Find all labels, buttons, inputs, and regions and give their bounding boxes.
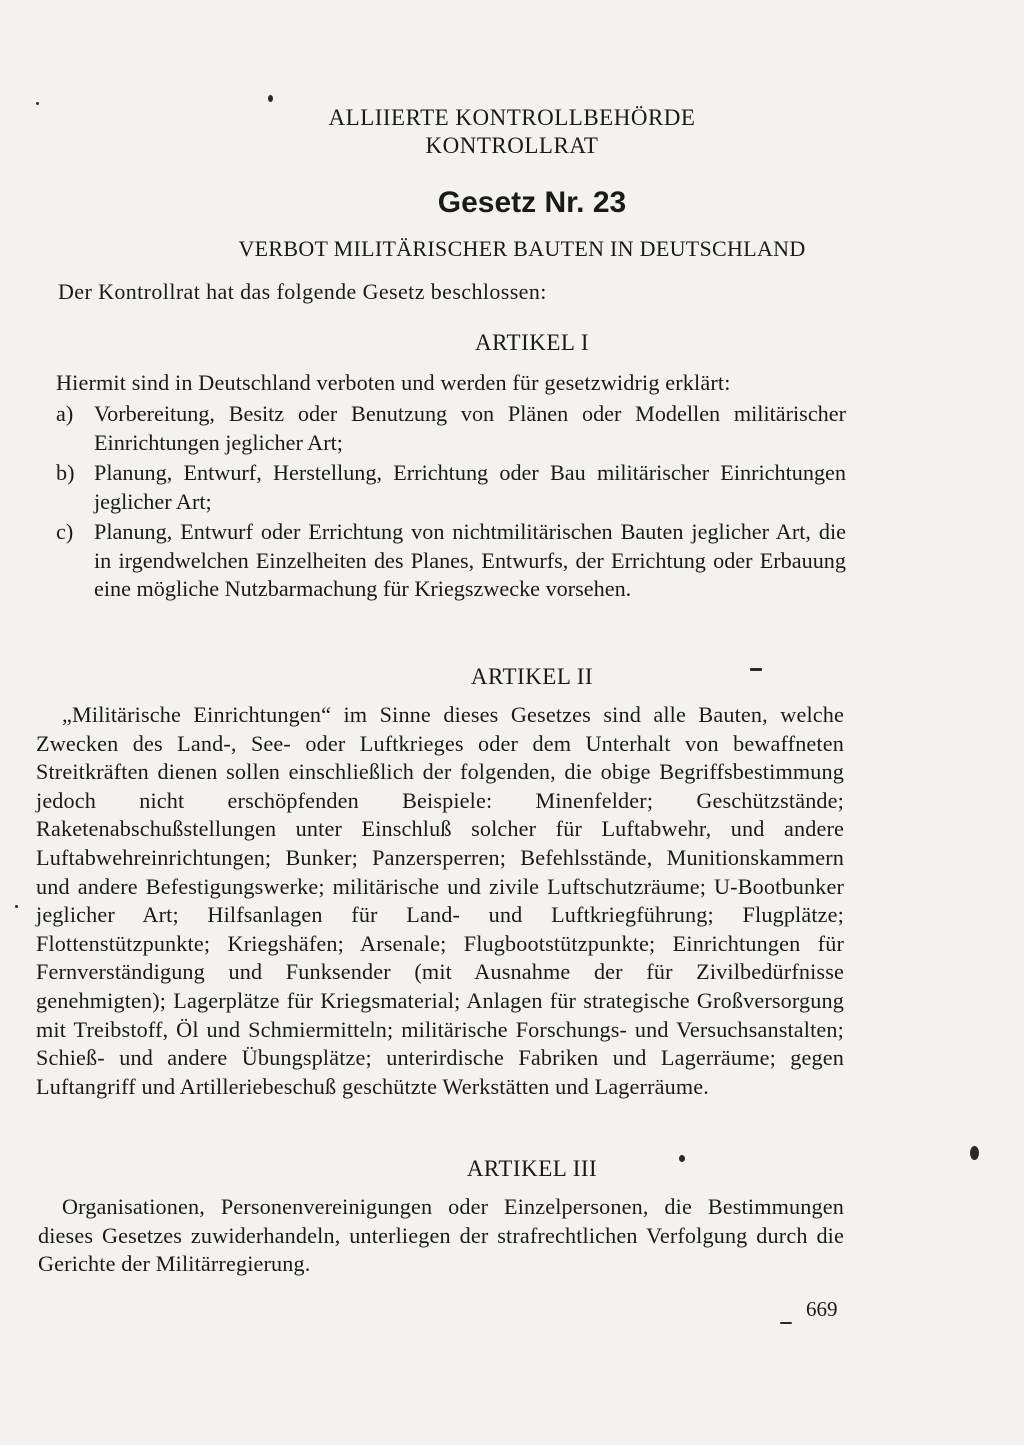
item-text: Planung, Entwurf, Herstellung, Errichtung oder Bau militärischer Einrichtungen jeglicher Art;: [94, 460, 846, 514]
article-1-heading: ARTIKEL I: [474, 330, 590, 355]
ink-speck: [750, 668, 762, 671]
ink-speck: [36, 102, 39, 105]
page-number: 669: [806, 1297, 838, 1321]
item-label: b): [56, 460, 75, 485]
law-subtitle: VERBOT MILITÄRISCHER BAUTEN IN DEUTSCHLAND: [238, 236, 806, 261]
ink-speck: [780, 1322, 792, 1324]
law-title: Gesetz Nr. 23: [437, 186, 627, 219]
article-1-intro: Hiermit sind in Deutschland verboten und werden für gesetzwidrig erklärt:: [56, 370, 731, 395]
article-2-text: „Militärische Einrichtungen“ im Sinne dieses Gesetzes sind alle Bauten, welche Zwecken des Land-, See- oder Luftkrieges oder dem Unterhalt von bewaffneten Streitkräften dienen sollen einschließlich der folgenden, die obige Begriffsbestimmung jedoch nicht erschöpfenden Beispiele: Minenfelder; Geschützstände; Raketenabschußstellungen unter Einschluß solcher für Luftabwehr, und andere Luftabwehreinrichtungen; Bunker; Panzersperren; Befehlsstände, Munitionskammern und andere Befestigungswerke; militärische und zivile Luftschutzräume; U-Bootbunker jeglicher Art; Hilfsanlagen für Land- und Luftkriegführung; Flugplätze; Flottenstützpunkte; Kriegshäfen; Arsenale; Flugbootstützpunkte; Einrichtungen für Fernverständigung und Funksender (mit Ausnahme der für Zivilbedürfnisse genehmigten); Lagerplätze für Kriegsmaterial; Anlagen für strategische Großversorgung mit Treibstoff, Öl und Schmiermitteln; militärische Forschungs- und Versuchsanstalten; Schieß- und andere Übungsplätze; unterirdische Fabriken und Lagerräume; gegen Luftangriff und Artilleriebeschuß geschützte Werkstätten und Lagerräume.: [36, 702, 844, 1099]
authority-header: [0, 104, 1024, 160]
ink-speck: [679, 1155, 685, 1162]
ink-speck: [268, 95, 273, 102]
article-3-text: Organisationen, Personenvereinigungen oder Einzelpersonen, die Bestimmungen dieses Gesetzes zuwiderhandeln, unterliegen der strafrechtlichen Verfolgung durch die Gerichte der Militärregierung.: [38, 1194, 844, 1277]
article-3-heading: ARTIKEL III: [466, 1156, 598, 1181]
item-label: a): [56, 401, 74, 426]
ink-speck: [970, 1146, 979, 1160]
article-2-heading: ARTIKEL II: [470, 664, 594, 689]
item-text: Vorbereitung, Besitz oder Benutzung von Plänen oder Modellen militärischer Einrichtungen jeglicher Art;: [94, 401, 846, 455]
authority-line-1: ALLIIERTE KONTROLLBEHÖRDE: [328, 105, 696, 130]
item-text: Planung, Entwurf oder Errichtung von nichtmilitärischen Bauten jeglicher Art, die in irgendwelchen Einzelheiten des Planes, Entwurfs, der Errichtung oder Erbauung eine mögliche Nutzbarmachung für Kriegszwecke vorsehen.: [94, 519, 846, 602]
preamble: Der Kontrollrat hat das folgende Gesetz beschlossen:: [58, 279, 547, 304]
item-label: c): [56, 519, 74, 544]
authority-line-2: KONTROLLRAT: [425, 133, 599, 158]
ink-speck: [15, 905, 18, 908]
